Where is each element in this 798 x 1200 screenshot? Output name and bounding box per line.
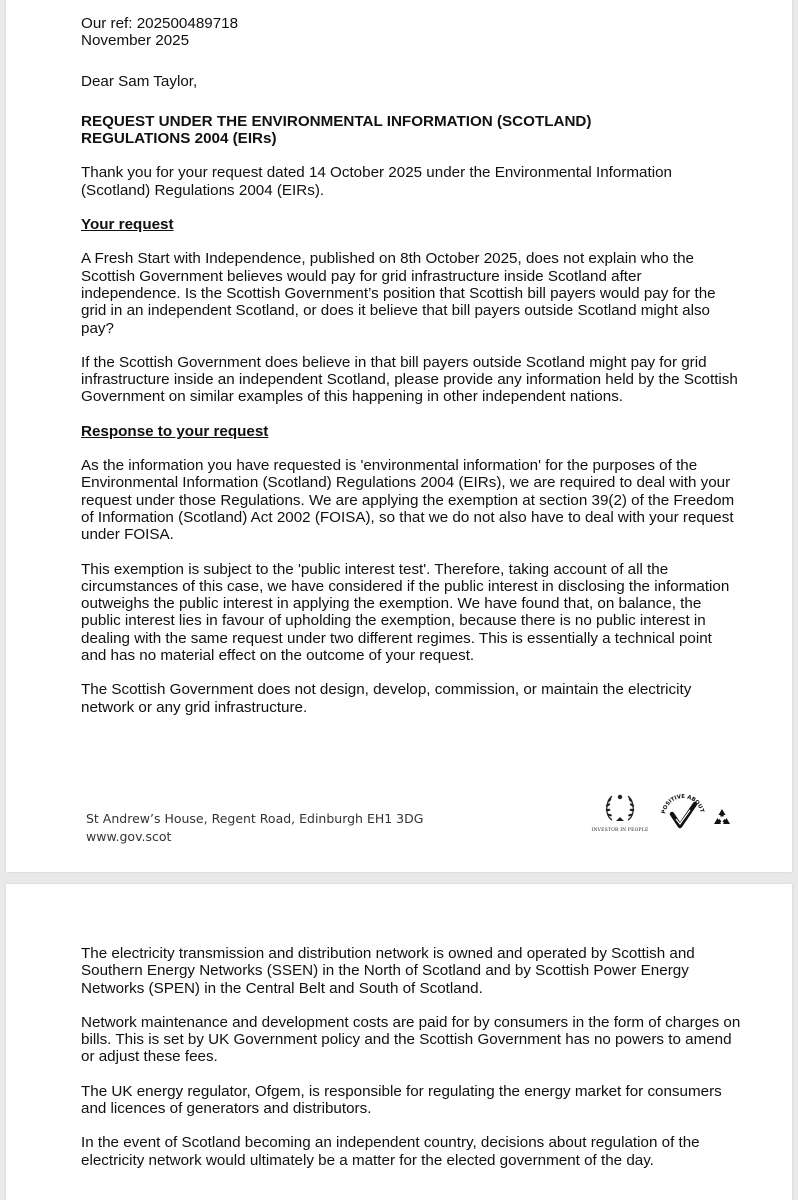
request-paragraph-2: If the Scottish Government does believe in that bill payers outside Scotland might pay for grid infrastructure inside an independent Scotland, please provide any information held by the Scottish Government on similar examples of this happening in other independent nations. — [81, 353, 738, 406]
footer-address-block — [86, 810, 423, 846]
svg-text:POSITIVE ABOUT DISABLED PEOPLE — [659, 786, 705, 815]
independence-paragraph: In the event of Scotland becoming an independent country, decisions about regulation of the electricity network would ultimately be a matter for the elected government of the day. — [81, 1134, 700, 1169]
positive-about-disabled-people-logo — [659, 786, 707, 844]
subject-line-1: REQUEST UNDER THE ENVIRONMENTAL INFORMATION (SCOTLAND) — [81, 112, 592, 130]
letter-page-2 — [6, 884, 792, 1200]
network-costs-paragraph: Network maintenance and development costs are paid for by consumers in the form of charges on bills. This is set by UK Government policy and the Scottish Government has no powers to amend or adjust these fees. — [81, 1013, 741, 1066]
disability-logo-text: POSITIVE ABOUT — [661, 793, 705, 815]
laurel-wreath-icon — [585, 790, 655, 828]
letter-body-continued — [81, 945, 741, 1169]
letter-page-1 — [6, 0, 792, 872]
recycle-icon — [711, 807, 733, 829]
subject-line-2: REGULATIONS 2004 (EIRs) — [81, 130, 277, 148]
response-heading: Response to your request — [81, 422, 269, 440]
ofgem-paragraph: The UK energy regulator, Ofgem, is responsible for regulating the energy market for consumers and licences of generators and distributors. — [81, 1082, 722, 1118]
response-paragraph-1: As the information you have requested is 'environmental information' for the purposes of the Environmental Information (Scotland) Regulations 2004 (EIRs), we are required to deal with your request under those Regulations. We are applying the exemption at section 39(2) of the Freedom of Information (Scotland) Act 2002 (FOISA), so that we do not also have to deal with your request under FOISA. — [81, 457, 735, 544]
investor-in-people-logo — [585, 790, 655, 838]
letter-body — [81, 15, 741, 716]
intro-paragraph: Thank you for your request dated 14 October 2025 under the Environmental Information (Scotland) Regulations 2004 (EIRs). — [81, 164, 672, 199]
recycle-logo — [711, 807, 733, 829]
footer-address: St Andrew’s House, Regent Road, Edinburgh EH1 3DG — [86, 811, 424, 826]
letter-date: November 2025 — [81, 32, 190, 50]
response-paragraph-3: The Scottish Government does not design, develop, commission, or maintain the electricity network or any grid infrastructure. — [81, 681, 692, 716]
investor-in-people-caption: INVESTOR IN PEOPLE — [591, 828, 649, 833]
response-paragraph-2: This exemption is subject to the 'public interest test'. Therefore, taking account of all the circumstances of this case, we have considered if the public interest in disclosing the information outweighs the public interest in applying the exemption. We have found that, on balance, the public interest lies in favour of upholding the exemption, because there is no public interest in dealing with the same request under two different regimes. This is essentially a technical point and has no material effect on the outcome of your request. — [81, 560, 730, 665]
disability-tick-icon — [659, 786, 707, 844]
footer-website: www.gov.scot — [86, 829, 172, 844]
request-paragraph-1: A Fresh Start with Independence, published on 8th October 2025, does not explain who the Scottish Government believes would pay for grid infrastructure inside Scotland after independence. Is the Scottish Government’s position that Scottish bill payers would pay for the grid in an independent Scotland, or does it believe that bill payers outside Scotland might also pay? — [81, 250, 716, 337]
subject-heading — [81, 113, 741, 148]
reference-number: Our ref: 202500489718 — [81, 15, 239, 32]
your-request-heading: Your request — [81, 216, 174, 234]
salutation: Dear Sam Taylor, — [81, 72, 198, 90]
network-ownership-paragraph: The electricity transmission and distribution network is owned and operated by Scottish and Southern Energy Networks (SSEN) in the North of Scotland and by Scottish Power Energy Networks (SPEN) in the Central Belt and South of Scotland. — [81, 945, 695, 997]
